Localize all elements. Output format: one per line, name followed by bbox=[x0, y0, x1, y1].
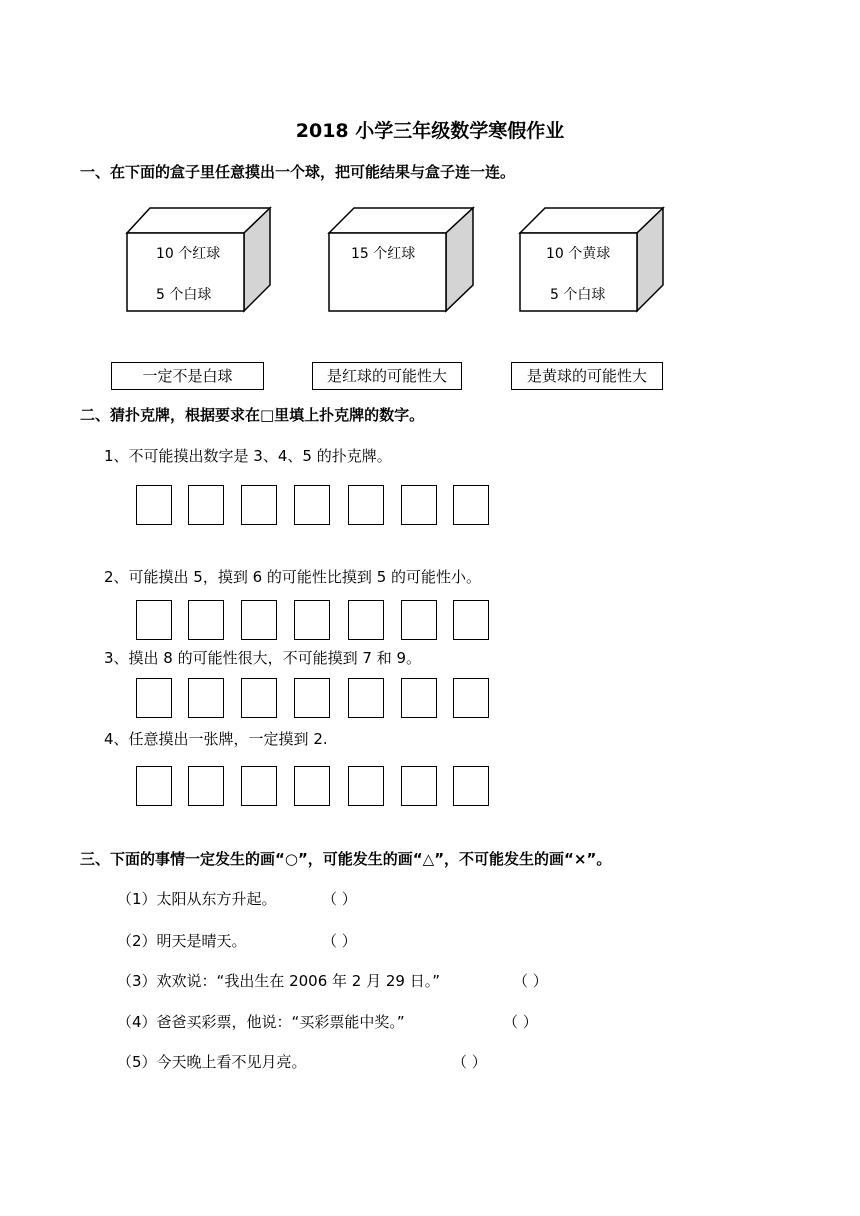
card-input[interactable] bbox=[241, 678, 277, 718]
card-input[interactable] bbox=[348, 678, 384, 718]
card-input[interactable] bbox=[188, 766, 224, 806]
judge-item-2: （2）明天是晴天。 bbox=[117, 932, 247, 950]
card-input[interactable] bbox=[294, 678, 330, 718]
card-input[interactable] bbox=[136, 485, 172, 525]
card-input[interactable] bbox=[136, 678, 172, 718]
box-3-line-2: 5 个白球 bbox=[550, 287, 606, 303]
card-input[interactable] bbox=[348, 600, 384, 640]
box-2-line-1: 15 个红球 bbox=[351, 246, 416, 262]
card-input[interactable] bbox=[401, 600, 437, 640]
card-input[interactable] bbox=[453, 485, 489, 525]
card-input[interactable] bbox=[348, 766, 384, 806]
question-2-4: 4、任意摸出一张牌，一定摸到 2. bbox=[104, 730, 328, 748]
card-input[interactable] bbox=[188, 600, 224, 640]
answer-paren-2[interactable]: （ ） bbox=[322, 932, 357, 950]
section-3-heading: 三、下面的事情一定发生的画“○”，可能发生的画“△”，不可能发生的画“×”。 bbox=[80, 850, 612, 868]
box-1-line-1: 10 个红球 bbox=[156, 246, 221, 262]
question-2-3: 3、摸出 8 的可能性很大，不可能摸到 7 和 9。 bbox=[104, 649, 422, 667]
question-2-2: 2、可能摸出 5，摸到 6 的可能性比摸到 5 的可能性小。 bbox=[104, 568, 482, 586]
box-3-line-1: 10 个黄球 bbox=[546, 246, 611, 262]
result-label-3[interactable]: 是黄球的可能性大 bbox=[511, 362, 663, 390]
answer-paren-5[interactable]: （ ） bbox=[452, 1053, 487, 1071]
card-input[interactable] bbox=[188, 678, 224, 718]
card-input[interactable] bbox=[453, 678, 489, 718]
result-label-1[interactable]: 一定不是白球 bbox=[111, 362, 264, 390]
section-1-heading: 一、在下面的盒子里任意摸出一个球，把可能结果与盒子连一连。 bbox=[80, 163, 516, 181]
box-1-line-2: 5 个白球 bbox=[156, 287, 212, 303]
judge-item-3: （3）欢欢说：“我出生在 2006 年 2 月 29 日。” bbox=[117, 972, 440, 990]
card-input[interactable] bbox=[241, 766, 277, 806]
card-input[interactable] bbox=[136, 766, 172, 806]
card-input[interactable] bbox=[401, 485, 437, 525]
card-input[interactable] bbox=[188, 485, 224, 525]
section-2-heading: 二、猜扑克牌，根据要求在□里填上扑克牌的数字。 bbox=[80, 406, 425, 424]
answer-paren-1[interactable]: （ ） bbox=[322, 890, 357, 908]
card-input[interactable] bbox=[453, 766, 489, 806]
answer-paren-4[interactable]: （ ） bbox=[503, 1013, 538, 1031]
question-2-1: 1、不可能摸出数字是 3、4、5 的扑克牌。 bbox=[104, 447, 392, 465]
card-input[interactable] bbox=[401, 766, 437, 806]
card-input[interactable] bbox=[453, 600, 489, 640]
judge-item-1: （1）太阳从东方升起。 bbox=[117, 890, 277, 908]
card-input[interactable] bbox=[348, 485, 384, 525]
result-label-2[interactable]: 是红球的可能性大 bbox=[312, 362, 462, 390]
card-input[interactable] bbox=[401, 678, 437, 718]
answer-paren-3[interactable]: （ ） bbox=[513, 972, 548, 990]
card-input[interactable] bbox=[294, 766, 330, 806]
card-input[interactable] bbox=[136, 600, 172, 640]
judge-item-5: （5）今天晚上看不见月亮。 bbox=[117, 1053, 307, 1071]
card-input[interactable] bbox=[241, 485, 277, 525]
ball-box-cubes bbox=[0, 200, 860, 320]
card-input[interactable] bbox=[294, 600, 330, 640]
card-input[interactable] bbox=[294, 485, 330, 525]
judge-item-4: （4）爸爸买彩票，他说：“买彩票能中奖。” bbox=[117, 1013, 405, 1031]
page-title: 2018 小学三年级数学寒假作业 bbox=[295, 120, 565, 142]
card-input[interactable] bbox=[241, 600, 277, 640]
